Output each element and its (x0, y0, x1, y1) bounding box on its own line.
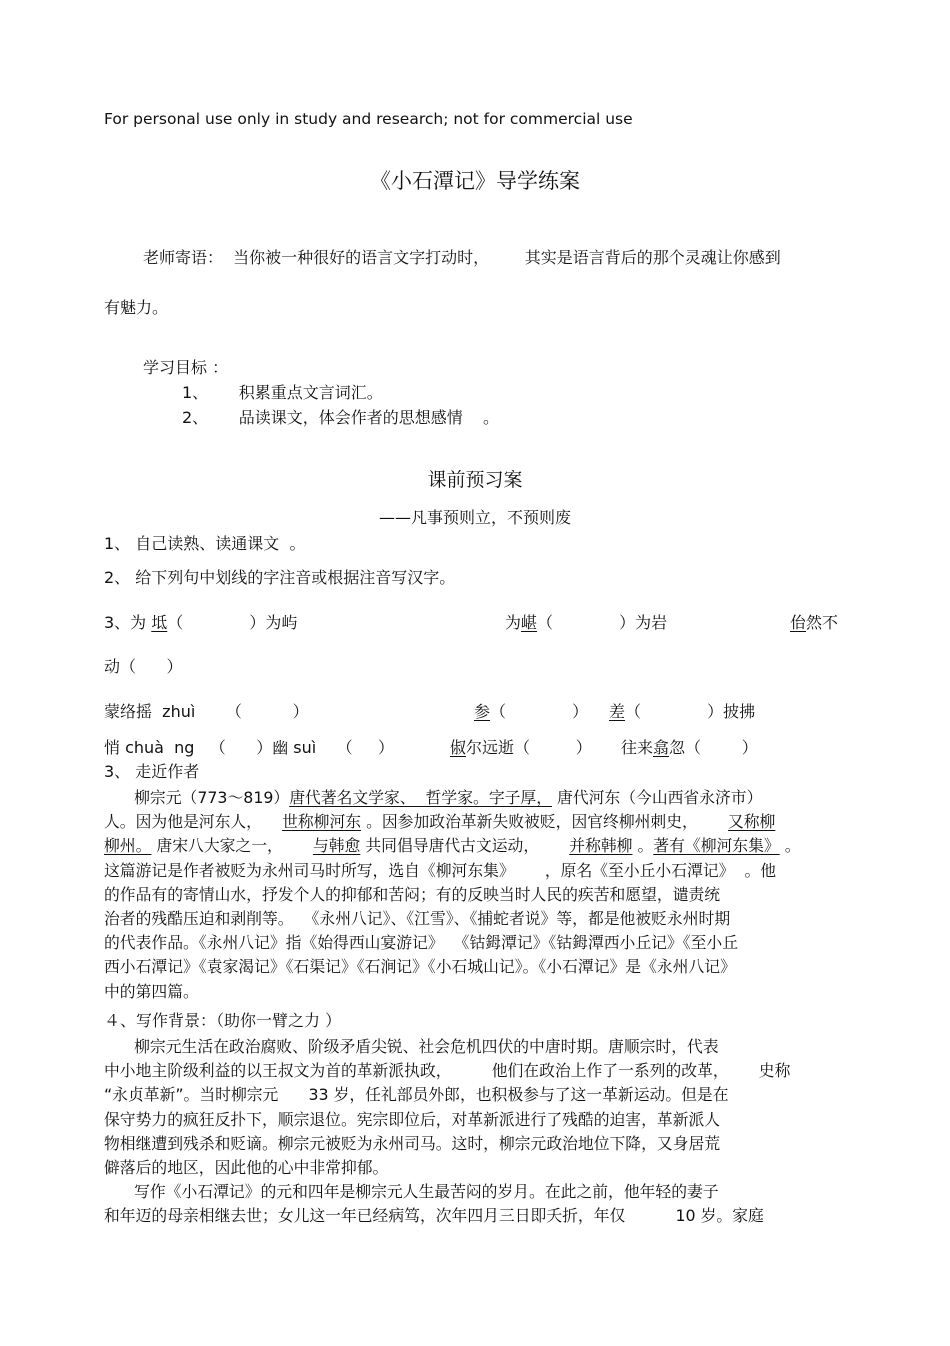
underlined-text: 世称柳河东 (282, 812, 362, 832)
author-text-line (104, 955, 846, 979)
text-run: 保守势力的疯狂反扑下，顺宗退位。宪宗即位后，对革新派进行了残酷的迫害，革新派人 (104, 1109, 721, 1129)
underlined-text: 又称柳 (727, 812, 776, 832)
pinyin-row-3a: 3、为 坻（ ）为屿 (104, 613, 298, 632)
text-run: 中小地主阶级利益的以王叔文为首的革新派执政， 他们在政治上作了一系列的改革， 史称 (104, 1061, 791, 1081)
text-run: 物相继遭到残杀和贬谪。柳宗元被贬为永州司马。这时，柳宗元政治地位下降，又身居荒 (104, 1133, 721, 1153)
author-text-line (104, 834, 846, 858)
text-run: 僻落后的地区，因此他的心中非常抑郁。 (104, 1157, 389, 1177)
goal-item-2: 2、 品读课文，体会作者的思想感情 。 (182, 408, 500, 427)
pinyin-row-5a: 悄 chuà ng （ ）幽 suì （ ） (104, 738, 394, 757)
author-text-line (104, 810, 846, 834)
author-text-line (104, 980, 846, 1004)
text-run: 共同倡导唐代古文运动， (360, 836, 570, 856)
pinyin-row-5c: 往来翕忽（ ） (621, 738, 758, 757)
text-run: 西小石潭记》《袁家渴记》《石渠记》《石涧记》《小石城山记》。《小石潭记》是《永州八记》 (104, 957, 736, 977)
author-text-line (104, 883, 846, 907)
underlined-text: 柳州。 (104, 836, 152, 856)
underlined-text: 与韩愈 (312, 836, 361, 856)
teacher-message-line2: 有魅力。 (104, 298, 169, 317)
pinyin-row-3b: 为嵁（ ）为岩 (505, 613, 668, 632)
text-run: “永贞革新”。当时柳宗元 33 岁，任礼部员外郎，也积极参与了这一革新运动。但是在 (104, 1085, 729, 1105)
author-heading: 3、 走近作者 (104, 762, 200, 781)
text-run: 。因参加政治革新失败被贬，因官终柳州刺史， (361, 812, 728, 832)
background-text-line (104, 1083, 846, 1107)
underlined-text: 唐代著名文学家、 哲学家。字子厚， (289, 788, 553, 807)
background-text-line (104, 1204, 846, 1228)
preview-motto: ——凡事预则立，不预则废 (378, 508, 571, 527)
text-run: 这篇游记是作者被贬为永州司马时所写，选自《柳河东集》 ，原名《至小丘小石潭记》 。他 (104, 860, 777, 880)
pinyin-row-4b: 参（ ） (474, 702, 589, 721)
text-run: 的作品有的寄情山水，抒发个人的抑郁和苦闷；有的反映当时人民的疾苦和愿望，谴责统 (104, 884, 721, 904)
pinyin-row-4a: 蒙络摇 zhuì （ ） (104, 702, 309, 721)
pinyin-row-3-cont: 动（ ） (104, 657, 183, 676)
underlined-text: 著有《柳河东集》 (653, 836, 780, 856)
background-text-line (104, 1156, 846, 1180)
text-run: 柳宗元（773～819） (104, 788, 290, 807)
background-text-line (104, 1035, 846, 1059)
teacher-message-line1: 老师寄语： 当你被一种很好的语言文字打动时， 其实是语言背后的那个灵魂让你感到 (143, 248, 781, 267)
goals-heading: 学习目标 ： (143, 358, 229, 377)
author-text-line (104, 931, 846, 955)
text-run: 柳宗元生活在政治腐败、阶级矛盾尖锐、社会危机四伏的中唐时期。唐顺宗时，代表 (104, 1037, 719, 1056)
text-run: 治者的残酷压迫和剥削等。 《永州八记》、《江雪》、《捕蛇者说》等，都是他被贬永州时期 (104, 908, 731, 928)
background-paragraph (104, 1035, 846, 1229)
background-text-line (104, 1132, 846, 1156)
text-run: 唐代河东（今山西省永济市） (552, 788, 763, 807)
background-heading: ４、写作背景：（助你一臂之力 ） (104, 1011, 342, 1030)
background-text-line (104, 1059, 846, 1083)
author-text-line (104, 786, 846, 810)
disclaimer: For personal use only in study and research; not for commercial use (104, 110, 633, 128)
text-run: 的代表作品。《永州八记》指《始得西山宴游记》 《钴鉧潭记》《钴鉧潭西小丘记》《至小丘 (104, 933, 739, 953)
background-text-line (104, 1180, 846, 1204)
underlined-text: 并称韩柳 (569, 836, 633, 856)
goal-item-1: 1、 积累重点文言词汇。 (182, 383, 383, 402)
text-run: 。 (779, 836, 801, 856)
page-title: 《小石潭记》导学练案 (370, 169, 580, 193)
background-text-line (104, 1108, 846, 1132)
text-run: 唐宋八大家之一， (151, 836, 313, 856)
author-text-line (104, 907, 846, 931)
text-run: 。 (632, 836, 654, 856)
preview-item-1: 1、 自己读熟、读通课文 。 (104, 534, 306, 553)
pinyin-row-3c: 佁然不 (790, 613, 839, 632)
pinyin-row-5b: 俶尔远逝（ ） (450, 738, 592, 757)
preview-item-2: 2、 给下列句中划线的字注音或根据注音写汉字。 (104, 568, 456, 587)
text-run: 写作《小石潭记》的元和四年是柳宗元人生最苦闷的岁月。在此之前，他年轻的妻子 (104, 1182, 719, 1202)
text-run: 中的第四篇。 (104, 981, 199, 1001)
text-run: 和年迈的母亲相继去世；女儿这一年已经病笃，次年四月三日即夭折，年仅 10 岁。家庭 (104, 1206, 764, 1226)
text-run: 人。因为他是河东人， (104, 812, 283, 832)
author-text-line (104, 859, 846, 883)
pinyin-row-4c: 差（ ）披拂 (609, 702, 756, 721)
preview-section-title: 课前预习案 (427, 469, 523, 491)
author-paragraph (104, 786, 846, 1004)
